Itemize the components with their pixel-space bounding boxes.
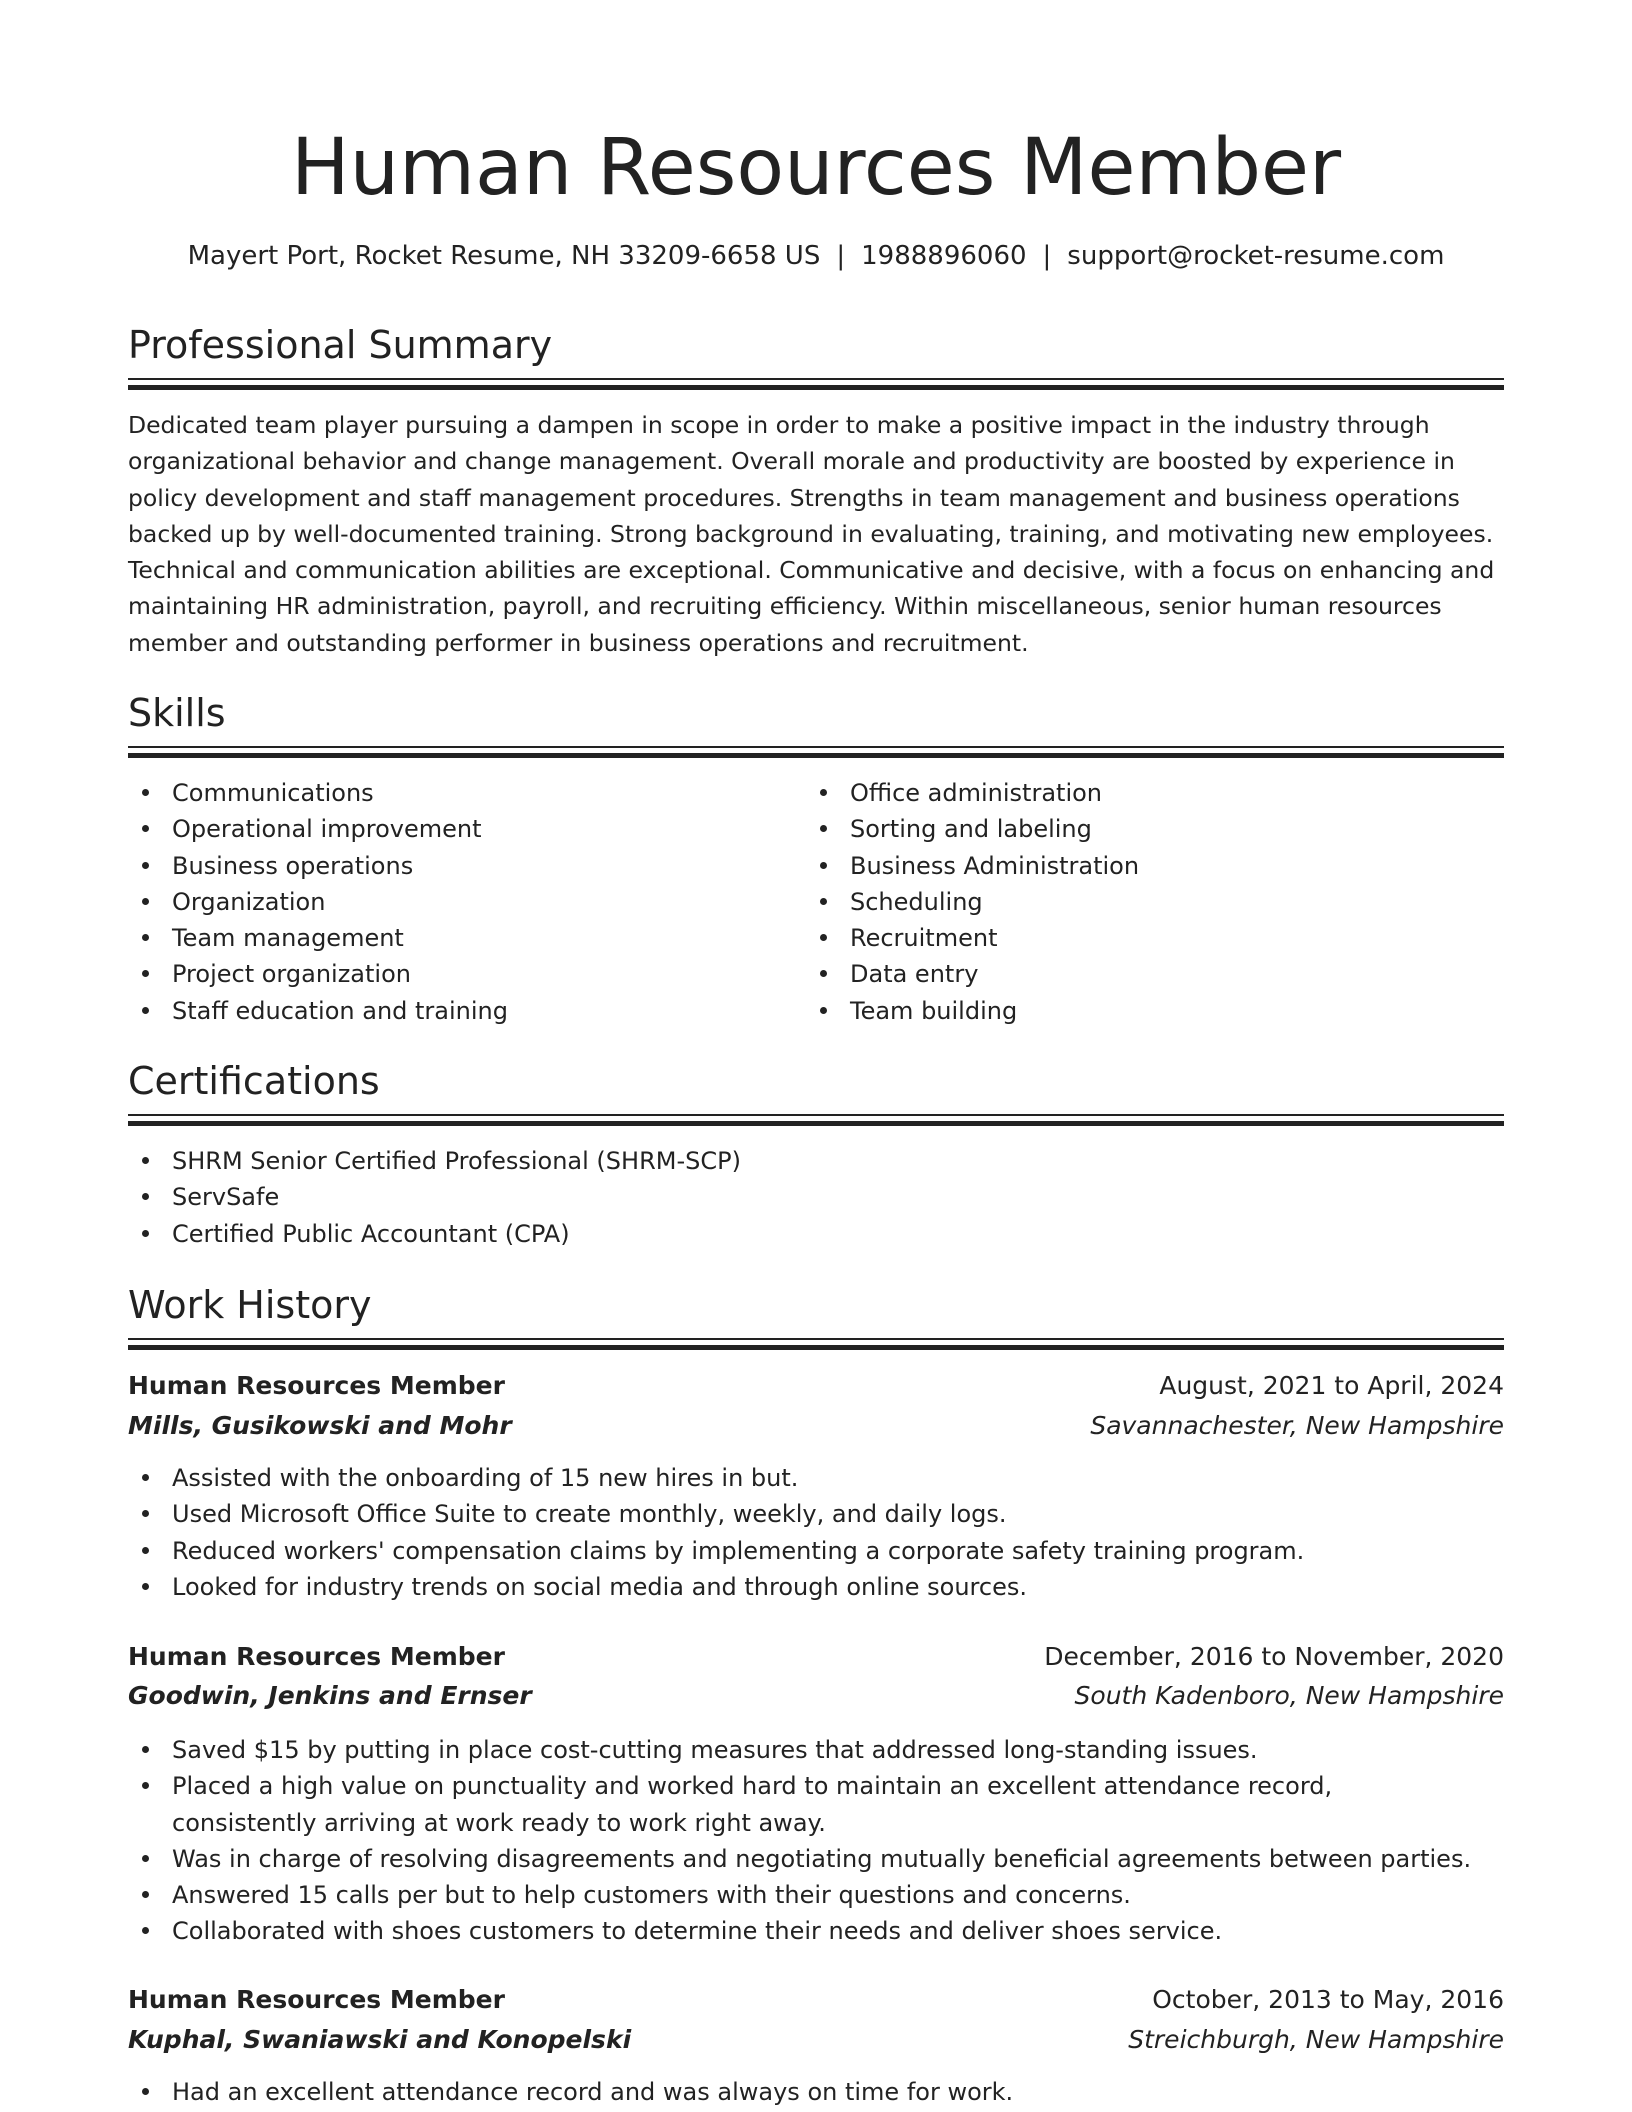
section-divider: [128, 1114, 1504, 1125]
contact-phone: 1988896060: [861, 241, 1027, 271]
summary-text: Dedicated team player pursuing a dampen in scope in order to make a positive impact in the industry through organizational behavior and change management. Overall morale and productivity are boosted by experience in policy development and staff management procedures. Strengths in team management and business operations backed up by well-documented training. Strong background in evaluating, training, and motivating new employees. Technical and communication abilities are exceptional. Communicative and decisive, with a focus on enhancing and maintaining HR administration, payroll, and recruiting efficiency. Within miscellaneous, senior human resources member and outstanding performer in business operations and recruitment.: [128, 411, 1495, 657]
job-bullet: Answered 15 calls per but to help customers with their questions and concerns.: [128, 1877, 1504, 1913]
section-divider: [128, 746, 1504, 757]
job-bullet: Assisted with the onboarding of 15 new hires in but.: [128, 1460, 1504, 1496]
skill-item: Recruitment: [806, 920, 1466, 956]
job-location: Streichburgh, New Hampshire: [1128, 2025, 1504, 2054]
job-company: Mills, Gusikowski and Mohr: [128, 1411, 512, 1440]
candidate-name: Human Resources Member: [290, 123, 1342, 213]
skill-item: Project organization: [128, 956, 788, 992]
job-location: South Kadenboro, New Hampshire: [1074, 1681, 1504, 1710]
contact-line: [128, 238, 1504, 274]
skill-item: Staff education and training: [128, 993, 788, 1029]
skill-item: Team building: [806, 993, 1466, 1029]
job-title: Human Resources Member: [128, 1642, 505, 1671]
work-history-heading: Work History: [128, 1283, 372, 1327]
job-bullet: Looked for industry trends on social media and through online sources.: [128, 1569, 1504, 1605]
job-bullet: Collaborated with shoes customers to determine their needs and deliver shoes service.: [128, 1913, 1504, 1949]
section-divider: [128, 378, 1504, 389]
skill-item: Data entry: [806, 956, 1466, 992]
contact-separator: |: [836, 241, 846, 271]
skill-item: Business operations: [128, 848, 788, 884]
certifications-heading: Certifications: [128, 1059, 380, 1103]
job-dates: August, 2021 to April, 2024: [1159, 1371, 1504, 1400]
skill-item: Office administration: [806, 775, 1466, 811]
skill-item: Communications: [128, 775, 788, 811]
job-bullet: Placed a high value on punctuality and worked hard to maintain an excellent attendance record, consistently arriving at work ready to work right away.: [128, 1768, 1504, 1841]
certification-item: ServSafe: [128, 1179, 1504, 1215]
job-bullet: Was in charge of resolving disagreements and negotiating mutually beneficial agreements between parties.: [128, 1841, 1504, 1877]
job-dates: December, 2016 to November, 2020: [1044, 1642, 1504, 1671]
skill-item: Team management: [128, 920, 788, 956]
skills-list-right: [806, 775, 1466, 1029]
job-header: [128, 1637, 1504, 1677]
job-bullets: [128, 1460, 1504, 1605]
skill-item: Business Administration: [806, 848, 1466, 884]
skills-list-left: [128, 775, 788, 1029]
summary-heading: Professional Summary: [128, 323, 553, 367]
job-bullets: [128, 2074, 1504, 2110]
job-bullet: Had an excellent attendance record and was always on time for work.: [128, 2074, 1504, 2110]
contact-separator: |: [1042, 241, 1052, 271]
certification-item: SHRM Senior Certified Professional (SHRM-SCP): [128, 1143, 1504, 1179]
section-divider: [128, 1338, 1504, 1349]
job-bullets: [128, 1732, 1504, 1950]
job-employer-row: [128, 1676, 1504, 1716]
skills-heading: Skills: [128, 691, 226, 735]
job-bullet: Saved $15 by putting in place cost-cutting measures that addressed long-standing issues.: [128, 1732, 1504, 1768]
certifications-list: [128, 1143, 1504, 1252]
contact-email: support@rocket-resume.com: [1067, 241, 1445, 271]
job-bullet: Reduced workers' compensation claims by implementing a corporate safety training program.: [128, 1533, 1504, 1569]
skill-item: Scheduling: [806, 884, 1466, 920]
skill-item: Operational improvement: [128, 811, 788, 847]
certification-item: Certified Public Accountant (CPA): [128, 1216, 1504, 1252]
job-employer-row: [128, 1406, 1504, 1446]
job-employer-row: [128, 2020, 1504, 2060]
job-company: Kuphal, Swaniawski and Konopelski: [128, 2025, 632, 2054]
job-location: Savannachester, New Hampshire: [1090, 1411, 1504, 1440]
skill-item: Sorting and labeling: [806, 811, 1466, 847]
job-header: [128, 1980, 1504, 2020]
skill-item: Organization: [128, 884, 788, 920]
job-bullet: Used Microsoft Office Suite to create monthly, weekly, and daily logs.: [128, 1496, 1504, 1532]
job-header: [128, 1366, 1504, 1406]
contact-address: Mayert Port, Rocket Resume, NH 33209-6658 US: [187, 241, 821, 271]
job-title: Human Resources Member: [128, 1985, 505, 2014]
job-title: Human Resources Member: [128, 1371, 505, 1400]
job-company: Goodwin, Jenkins and Ernser: [128, 1681, 532, 1710]
job-dates: October, 2013 to May, 2016: [1152, 1985, 1504, 2014]
